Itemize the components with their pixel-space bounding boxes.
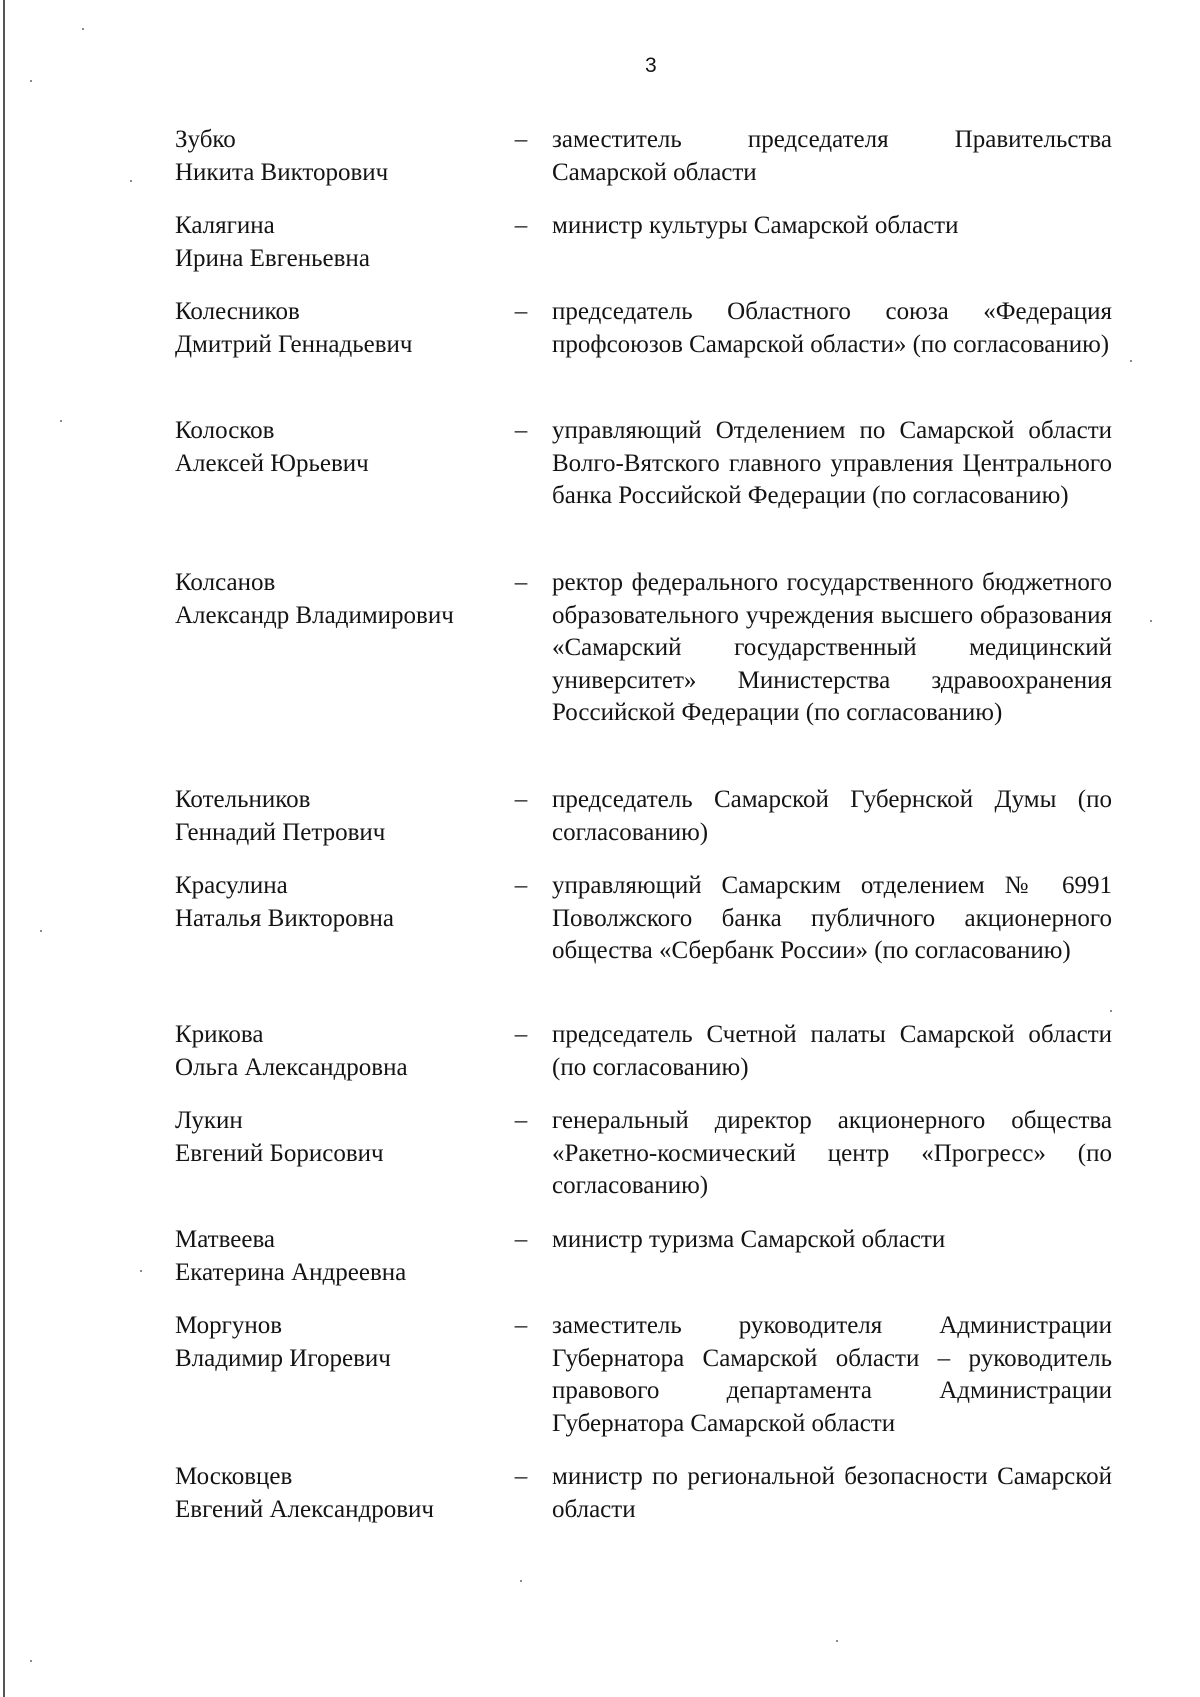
member-name <box>175 1224 510 1289</box>
member-given-names: Геннадий Петрович <box>175 818 386 846</box>
member-given-names: Ольга Александровна <box>175 1053 408 1081</box>
member-name <box>175 870 510 935</box>
member-surname: Матвеева <box>175 1226 276 1253</box>
scan-speck <box>836 1640 838 1642</box>
member-role: генеральный директор акционерного общества «Ракетно-космический центр «Прогресс» (по согласованию) <box>552 1107 1112 1199</box>
scan-speck <box>130 180 132 182</box>
member-given-names: Александр Владимирович <box>175 601 454 629</box>
dash-separator: – <box>514 298 528 325</box>
member-name <box>175 1461 510 1526</box>
member-role: министр по региональной безопасности Самарской области <box>552 1463 1112 1523</box>
member-name <box>175 210 510 275</box>
member-given-names: Ирина Евгеньевна <box>175 244 370 272</box>
member-name <box>175 296 510 361</box>
member-surname: Лукин <box>175 1107 243 1134</box>
dash-separator: – <box>514 1226 528 1253</box>
member-role: управляющий Самарским отделением № 6991 Поволжского банка публичного акционерного общества «Сбербанк России» (по согласованию) <box>552 872 1112 964</box>
member-given-names: Никита Викторович <box>175 158 389 186</box>
scan-speck <box>520 1580 522 1582</box>
member-given-names: Наталья Викторовна <box>175 904 394 932</box>
member-surname: Зубко <box>175 126 236 153</box>
scan-speck <box>40 930 42 932</box>
page-number: 3 <box>645 54 657 77</box>
scan-speck <box>30 1660 32 1662</box>
member-given-names: Евгений Борисович <box>175 1139 384 1167</box>
member-surname: Колосков <box>175 417 275 444</box>
dash-separator: – <box>514 569 528 596</box>
member-name <box>175 1019 510 1084</box>
member-name <box>175 1310 510 1375</box>
member-given-names: Владимир Игоревич <box>175 1344 391 1372</box>
dash-separator: – <box>514 1463 528 1490</box>
dash-separator: – <box>514 786 528 813</box>
member-role: заместитель председателя Правительства Самарской области <box>552 126 1112 186</box>
member-surname: Московцев <box>175 1463 293 1490</box>
scan-speck <box>30 80 32 82</box>
dash-separator: – <box>514 872 528 899</box>
scan-speck <box>60 420 62 422</box>
member-name <box>175 415 510 480</box>
member-role: министр туризма Самарской области <box>552 1226 946 1253</box>
member-role: заместитель руководителя Администрации Губернатора Самарской области – руководитель правового департамента Администрации Губернатора Самарской области <box>552 1312 1112 1437</box>
member-given-names: Екатерина Андреевна <box>175 1258 407 1286</box>
member-surname: Калягина <box>175 212 275 239</box>
scan-speck <box>140 1270 142 1272</box>
member-role: председатель Счетной палаты Самарской области (по согласованию) <box>552 1021 1112 1081</box>
dash-separator: – <box>514 417 528 444</box>
member-role: председатель Областного союза «Федерация профсоюзов Самарской области» (по согласованию) <box>552 298 1112 358</box>
scan-speck <box>1130 360 1132 362</box>
dash-separator: – <box>514 126 528 153</box>
member-name <box>175 567 510 632</box>
member-role: председатель Самарской Губернской Думы (по согласованию) <box>552 786 1112 846</box>
member-role: министр культуры Самарской области <box>552 212 959 239</box>
member-surname: Котельников <box>175 786 311 813</box>
member-surname: Моргунов <box>175 1312 283 1339</box>
dash-separator: – <box>514 1107 528 1134</box>
member-surname: Красулина <box>175 872 288 899</box>
member-role: ректор федерального государственного бюджетного образовательного учреждения высшего образования «Самарский государственный медицинский университет» Министерства здравоохранения Российской Федерации (по согласованию) <box>552 569 1112 726</box>
scan-speck <box>1110 1010 1112 1012</box>
scan-speck <box>82 28 84 30</box>
member-given-names: Алексей Юрьевич <box>175 449 369 477</box>
member-given-names: Дмитрий Геннадьевич <box>175 330 413 358</box>
dash-separator: – <box>514 1021 528 1048</box>
member-role: управляющий Отделением по Самарской области Волго-Вятского главного управления Центрального банка Российской Федерации (по согласованию) <box>552 417 1112 509</box>
member-name <box>175 1105 510 1170</box>
member-surname: Колсанов <box>175 569 276 596</box>
dash-separator: – <box>514 212 528 239</box>
member-name <box>175 784 510 849</box>
dash-separator: – <box>514 1312 528 1339</box>
scan-speck <box>1150 620 1152 622</box>
member-name <box>175 124 510 189</box>
member-given-names: Евгений Александрович <box>175 1495 434 1523</box>
member-surname: Крикова <box>175 1021 264 1048</box>
member-surname: Колесников <box>175 298 300 325</box>
